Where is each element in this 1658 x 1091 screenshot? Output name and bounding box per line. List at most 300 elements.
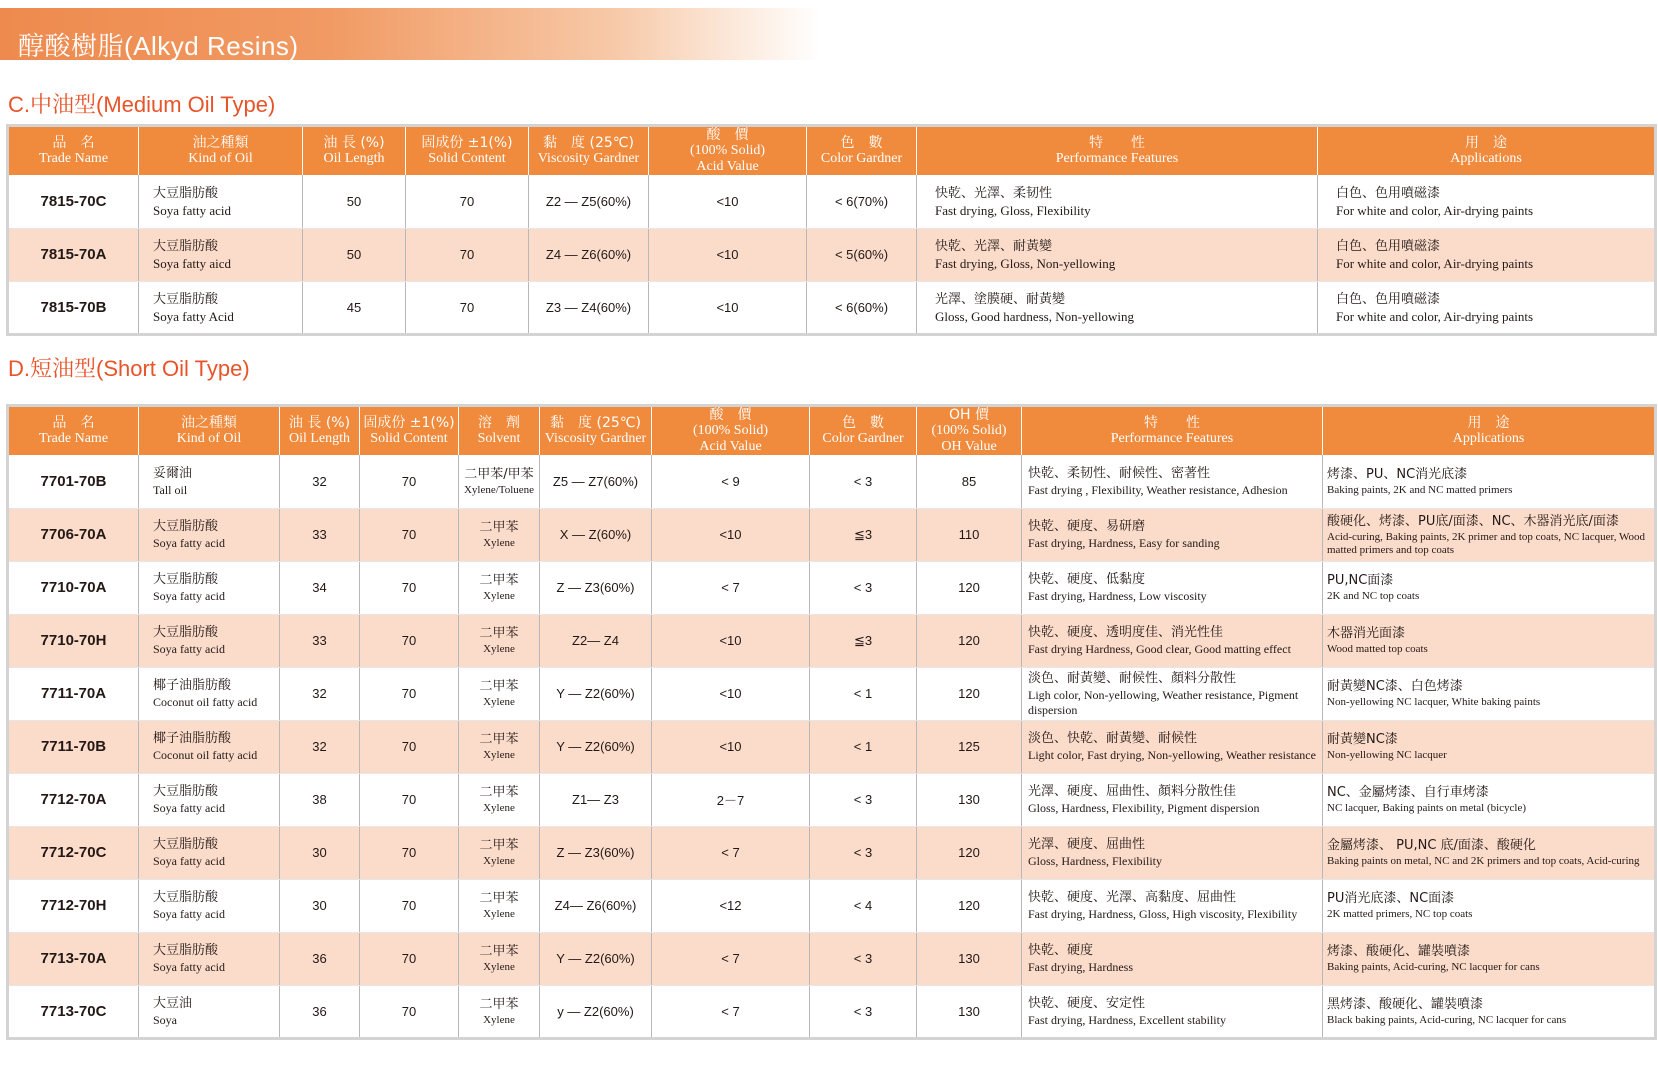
trade-name: 7710-70A bbox=[8, 561, 139, 614]
feat-zh: 光澤、硬度、屈曲性 bbox=[1028, 837, 1146, 852]
column-header-zh: OH 價 bbox=[949, 407, 989, 423]
solv-zh: 二甲苯 bbox=[479, 891, 519, 906]
oil-length: 33 bbox=[280, 614, 360, 667]
column-header-en: Color Gardner bbox=[820, 151, 903, 166]
trade-name: 7815-70C bbox=[8, 175, 139, 228]
table-row bbox=[8, 455, 1656, 508]
app-zh: 耐黃變NC漆、白色烤漆 bbox=[1327, 679, 1463, 694]
trade-name: 7712-70H bbox=[8, 879, 139, 932]
solid-content: 70 bbox=[360, 561, 459, 614]
column-header-zh: 油之種類 bbox=[181, 415, 237, 431]
title-banner bbox=[0, 8, 820, 60]
table-row bbox=[8, 826, 1656, 879]
solid-content: 70 bbox=[406, 228, 529, 281]
solid-content: 70 bbox=[406, 281, 529, 334]
acid-value: 2－7 bbox=[652, 773, 810, 826]
feat-zh: 快乾、光澤、柔韧性 bbox=[935, 185, 1053, 201]
feat-en: Gloss, Hardness, Flexibility bbox=[1028, 854, 1162, 868]
app-zh: 白色、色用噴磁漆 bbox=[1336, 291, 1441, 307]
oil-en: Soya fatty acid bbox=[153, 854, 225, 868]
trade-name: 7713-70C bbox=[8, 985, 139, 1038]
solvent bbox=[459, 667, 540, 720]
column-header-en: Solvent bbox=[477, 431, 521, 446]
oil-length: 32 bbox=[280, 720, 360, 773]
column-header-en: Solid Content bbox=[428, 151, 506, 166]
app-zh: 木器消光面漆 bbox=[1327, 626, 1406, 641]
viscosity: Z2 — Z5(60%) bbox=[529, 175, 649, 228]
feat-zh: 淡色、快乾、耐黃變、耐候性 bbox=[1028, 731, 1198, 746]
column-header-en: (100% Solid) Acid Value bbox=[689, 143, 766, 174]
viscosity: Y — Z2(60%) bbox=[540, 667, 652, 720]
column-header-en: Kind of Oil bbox=[176, 431, 242, 446]
table-row bbox=[8, 932, 1656, 985]
section-c-title: C.中油型(Medium Oil Type) bbox=[8, 92, 276, 117]
app-zh: 金屬烤漆、 PU,NC 底/面漆、酸硬化 bbox=[1327, 838, 1536, 853]
solv-en: Xylene bbox=[483, 590, 515, 602]
color-gardner: < 1 bbox=[810, 667, 917, 720]
section-d-title: D.短油型(Short Oil Type) bbox=[8, 356, 250, 381]
solv-zh: 二甲苯 bbox=[479, 520, 519, 535]
column-header-zh: 特 性 bbox=[1144, 415, 1200, 431]
oil-length: 36 bbox=[280, 932, 360, 985]
oil-en: Coconut oil fatty acid bbox=[153, 748, 258, 762]
applications bbox=[1323, 932, 1656, 985]
applications bbox=[1323, 826, 1656, 879]
oh-value: 110 bbox=[917, 508, 1022, 561]
solid-content: 70 bbox=[360, 879, 459, 932]
column-header bbox=[917, 126, 1318, 176]
column-header-zh: 黏 度 (25℃) bbox=[550, 415, 641, 431]
oil-zh: 大豆脂肪酸 bbox=[153, 519, 219, 534]
oil-zh: 大豆脂肪酸 bbox=[153, 572, 219, 587]
feat-zh: 快乾、硬度、易研磨 bbox=[1028, 519, 1146, 534]
solv-zh: 二甲苯/甲苯 bbox=[464, 466, 534, 482]
oil-length: 50 bbox=[303, 228, 406, 281]
trade-name: 7712-70A bbox=[8, 773, 139, 826]
trade-name: 7712-70C bbox=[8, 826, 139, 879]
oh-value: 120 bbox=[917, 614, 1022, 667]
kind-of-oil bbox=[139, 455, 280, 508]
oil-zh: 椰子油脂肪酸 bbox=[153, 731, 232, 746]
acid-value: < 7 bbox=[652, 932, 810, 985]
app-zh: 黑烤漆、酸硬化、罐裝噴漆 bbox=[1327, 996, 1484, 1012]
solv-en: Xylene/Toluene bbox=[463, 483, 535, 496]
column-header-zh: 固成份 ±1(%) bbox=[421, 135, 513, 151]
column-header-en: Performance Features bbox=[1055, 151, 1179, 166]
column-header bbox=[652, 406, 810, 456]
solv-zh: 二甲苯 bbox=[479, 573, 519, 588]
kind-of-oil bbox=[139, 281, 303, 334]
oh-value: 130 bbox=[917, 932, 1022, 985]
oil-en: Soya bbox=[153, 1012, 177, 1027]
performance-features bbox=[1022, 932, 1323, 985]
oil-length: 38 bbox=[280, 773, 360, 826]
feat-en: Light color, Fast drying, Non-yellowing, Weather resistance bbox=[1028, 748, 1316, 762]
solvent bbox=[459, 879, 540, 932]
feat-en: Fast drying , Flexibility, Weather resistance, Adhesion bbox=[1028, 482, 1288, 497]
kind-of-oil bbox=[139, 561, 280, 614]
solv-en: Xylene bbox=[483, 855, 515, 867]
solv-en: Xylene bbox=[483, 749, 515, 761]
viscosity: X — Z(60%) bbox=[540, 508, 652, 561]
solid-content: 70 bbox=[360, 667, 459, 720]
column-header-en: Viscosity Gardner bbox=[544, 431, 647, 446]
performance-features bbox=[1022, 879, 1323, 932]
applications bbox=[1318, 228, 1656, 281]
solid-content: 70 bbox=[360, 932, 459, 985]
oh-value: 120 bbox=[917, 879, 1022, 932]
app-en: NC lacquer, Baking paints on metal (bicycle) bbox=[1327, 802, 1527, 814]
column-header bbox=[1318, 126, 1656, 176]
color-gardner: < 6(60%) bbox=[807, 281, 917, 334]
oil-en: Soya fatty acid bbox=[153, 536, 225, 550]
color-gardner: < 3 bbox=[810, 561, 917, 614]
column-header-zh: 油 長 (%) bbox=[323, 135, 385, 151]
app-en: Non-yellowing NC lacquer, White baking paints bbox=[1327, 696, 1541, 708]
viscosity: Z — Z3(60%) bbox=[540, 561, 652, 614]
trade-name: 7815-70B bbox=[8, 281, 139, 334]
oh-value: 120 bbox=[917, 667, 1022, 720]
column-header bbox=[406, 126, 529, 176]
solid-content: 70 bbox=[360, 508, 459, 561]
column-header-zh: 特 性 bbox=[1089, 135, 1145, 151]
feat-zh: 光澤、硬度、屈曲性、顏料分散性佳 bbox=[1028, 784, 1237, 799]
acid-value: <10 bbox=[649, 281, 807, 334]
table-row bbox=[8, 879, 1656, 932]
table-header-row bbox=[8, 406, 1656, 456]
kind-of-oil bbox=[139, 667, 280, 720]
feat-en: Gloss, Good hardness, Non-yellowing bbox=[935, 308, 1134, 324]
column-header-zh: 溶 劑 bbox=[478, 415, 520, 431]
solv-zh: 二甲苯 bbox=[479, 996, 519, 1012]
kind-of-oil bbox=[139, 508, 280, 561]
app-zh: 烤漆、酸硬化、罐裝噴漆 bbox=[1327, 944, 1471, 959]
solv-en: Xylene bbox=[483, 537, 515, 549]
column-header-en: Performance Features bbox=[1110, 431, 1234, 446]
column-header bbox=[917, 406, 1022, 456]
applications bbox=[1323, 720, 1656, 773]
acid-value: < 7 bbox=[652, 561, 810, 614]
table-row bbox=[8, 281, 1656, 334]
oil-length: 32 bbox=[280, 455, 360, 508]
app-en: 2K matted primers, NC top coats bbox=[1327, 908, 1473, 920]
performance-features bbox=[917, 281, 1318, 334]
feat-en: Fast drying, Hardness, Easy for sanding bbox=[1028, 536, 1220, 550]
column-header-zh: 品 名 bbox=[52, 415, 95, 431]
table-row bbox=[8, 228, 1656, 281]
app-zh: 耐黃變NC漆 bbox=[1327, 732, 1398, 747]
oh-value: 120 bbox=[917, 561, 1022, 614]
applications bbox=[1323, 561, 1656, 614]
viscosity: Z2— Z4 bbox=[540, 614, 652, 667]
oil-en: Soya fatty acid bbox=[153, 960, 225, 974]
feat-en: Fast drying, Hardness bbox=[1028, 960, 1133, 974]
solvent bbox=[459, 773, 540, 826]
oil-zh: 椰子油脂肪酸 bbox=[153, 678, 232, 693]
oil-zh: 大豆脂肪酸 bbox=[153, 784, 219, 799]
column-header-zh: 油 長 (%) bbox=[288, 415, 351, 431]
solv-en: Xylene bbox=[483, 802, 515, 814]
oh-value: 85 bbox=[917, 455, 1022, 508]
viscosity: Y — Z2(60%) bbox=[540, 932, 652, 985]
kind-of-oil bbox=[139, 175, 303, 228]
oil-length: 30 bbox=[280, 879, 360, 932]
performance-features bbox=[1022, 614, 1323, 667]
performance-features bbox=[1022, 508, 1323, 561]
app-en: 2K and NC top coats bbox=[1327, 590, 1420, 602]
color-gardner: < 3 bbox=[810, 455, 917, 508]
table-row bbox=[8, 773, 1656, 826]
oil-length: 34 bbox=[280, 561, 360, 614]
color-gardner: < 1 bbox=[810, 720, 917, 773]
viscosity: Z — Z3(60%) bbox=[540, 826, 652, 879]
performance-features bbox=[1022, 826, 1323, 879]
viscosity: Y — Z2(60%) bbox=[540, 720, 652, 773]
viscosity: Z4— Z6(60%) bbox=[540, 879, 652, 932]
kind-of-oil bbox=[139, 879, 280, 932]
column-header-zh: 固成份 ±1(%) bbox=[363, 415, 455, 431]
feat-zh: 快乾、光澤、耐黃變 bbox=[935, 239, 1053, 254]
solvent bbox=[459, 455, 540, 508]
kind-of-oil bbox=[139, 614, 280, 667]
oil-zh: 大豆油 bbox=[153, 995, 193, 1011]
oh-value: 130 bbox=[917, 773, 1022, 826]
color-gardner: < 3 bbox=[810, 985, 917, 1038]
trade-name: 7706-70A bbox=[8, 508, 139, 561]
column-header bbox=[8, 126, 139, 176]
feat-en: Ligh color, Non-yellowing, Weather resistance, Pigment dispersion bbox=[1028, 687, 1299, 717]
column-header-zh: 酸 價 bbox=[709, 407, 752, 423]
column-header-zh: 色 數 bbox=[842, 415, 884, 431]
performance-features bbox=[917, 228, 1318, 281]
column-header-en: (100% Solid) Acid Value bbox=[692, 423, 769, 454]
column-header-zh: 品 名 bbox=[52, 135, 95, 151]
column-header bbox=[139, 126, 303, 176]
color-gardner: ≦3 bbox=[810, 508, 917, 561]
feat-zh: 快乾、硬度、透明度佳、消光性佳 bbox=[1028, 625, 1224, 640]
oh-value: 130 bbox=[917, 985, 1022, 1038]
solv-en: Xylene bbox=[483, 1013, 515, 1026]
oil-en: Soya fatty acid bbox=[153, 589, 225, 603]
feat-zh: 快乾、硬度 bbox=[1028, 943, 1094, 958]
solid-content: 70 bbox=[360, 720, 459, 773]
applications bbox=[1323, 455, 1656, 508]
column-header bbox=[360, 406, 459, 456]
solvent bbox=[459, 720, 540, 773]
column-header bbox=[807, 126, 917, 176]
performance-features bbox=[1022, 773, 1323, 826]
kind-of-oil bbox=[139, 985, 280, 1038]
solv-zh: 二甲苯 bbox=[479, 838, 519, 853]
column-header-en: Color Gardner bbox=[822, 431, 904, 446]
app-en: Baking paints on metal, NC and 2K primers and top coats, Acid-curing bbox=[1327, 855, 1640, 867]
applications bbox=[1323, 985, 1656, 1038]
oh-value: 120 bbox=[917, 826, 1022, 879]
feat-zh: 光澤、塗膜硬、耐黃變 bbox=[935, 291, 1066, 307]
kind-of-oil bbox=[139, 228, 303, 281]
solv-en: Xylene bbox=[483, 961, 515, 973]
oil-en: Soya fatty acid bbox=[153, 642, 225, 656]
applications bbox=[1323, 879, 1656, 932]
kind-of-oil bbox=[139, 720, 280, 773]
feat-en: Fast drying, Hardness, Excellent stability bbox=[1028, 1012, 1226, 1027]
trade-name: 7711-70A bbox=[8, 667, 139, 720]
viscosity: Z5 — Z7(60%) bbox=[540, 455, 652, 508]
feat-zh: 快乾、硬度、低黏度 bbox=[1028, 572, 1146, 587]
solvent bbox=[459, 561, 540, 614]
acid-value: <10 bbox=[652, 508, 810, 561]
app-en: For white and color, Air-drying paints bbox=[1336, 202, 1534, 218]
color-gardner: < 3 bbox=[810, 826, 917, 879]
feat-en: Fast drying, Gloss, Flexibility bbox=[935, 202, 1091, 218]
column-header bbox=[649, 126, 807, 176]
solid-content: 70 bbox=[360, 826, 459, 879]
column-header-zh: 油之種類 bbox=[192, 135, 249, 151]
color-gardner: < 3 bbox=[810, 773, 917, 826]
acid-value: <10 bbox=[649, 175, 807, 228]
column-header-en: Solid Content bbox=[370, 431, 448, 446]
app-en: Baking paints, Acid-curing, NC lacquer for cans bbox=[1327, 961, 1540, 973]
feat-en: Gloss, Hardness, Flexibility, Pigment dispersion bbox=[1028, 801, 1260, 815]
app-en: Baking paints, 2K and NC matted primers bbox=[1327, 483, 1513, 496]
viscosity: Z1— Z3 bbox=[540, 773, 652, 826]
solv-zh: 二甲苯 bbox=[479, 626, 519, 641]
feat-zh: 快乾、硬度、安定性 bbox=[1028, 995, 1146, 1011]
acid-value: <10 bbox=[649, 228, 807, 281]
solid-content: 70 bbox=[360, 985, 459, 1038]
medium-oil-table bbox=[6, 124, 1657, 336]
oil-zh: 大豆脂肪酸 bbox=[153, 185, 219, 201]
column-header-zh: 用 途 bbox=[1467, 415, 1510, 431]
oil-en: Soya fatty acid bbox=[153, 202, 231, 218]
column-header-en: Viscosity Gardner bbox=[537, 151, 640, 166]
table-row bbox=[8, 667, 1656, 720]
app-zh: PU,NC面漆 bbox=[1327, 573, 1394, 588]
feat-en: Fast drying, Hardness, Gloss, High viscosity, Flexibility bbox=[1028, 907, 1298, 921]
performance-features bbox=[917, 175, 1318, 228]
kind-of-oil bbox=[139, 826, 280, 879]
table-row bbox=[8, 175, 1656, 228]
app-zh: PU消光底漆、NC面漆 bbox=[1327, 891, 1455, 906]
oil-en: Soya fatty acid bbox=[153, 801, 225, 815]
app-en: Black baking paints, Acid-curing, NC lacquer for cans bbox=[1327, 1013, 1567, 1026]
oil-zh: 大豆脂肪酸 bbox=[153, 291, 219, 307]
oil-en: Soya fatty aicd bbox=[153, 256, 231, 271]
oil-zh: 大豆脂肪酸 bbox=[153, 239, 219, 254]
column-header-zh: 用 途 bbox=[1465, 135, 1507, 151]
column-header bbox=[810, 406, 917, 456]
performance-features bbox=[1022, 455, 1323, 508]
solvent bbox=[459, 508, 540, 561]
table-row bbox=[8, 561, 1656, 614]
app-en: Acid-curing, Baking paints, 2K primer and top coats, NC lacquer, Wood matted primers and top coats bbox=[1327, 530, 1646, 556]
column-header bbox=[139, 406, 280, 456]
column-header bbox=[529, 126, 649, 176]
column-header-en: Applications bbox=[1450, 151, 1522, 166]
column-header-en: Oil Length bbox=[288, 431, 351, 446]
applications bbox=[1323, 773, 1656, 826]
trade-name: 7710-70H bbox=[8, 614, 139, 667]
app-zh: 烤漆、PU、NC消光底漆 bbox=[1327, 466, 1468, 482]
feat-zh: 快乾、硬度、光澤、高黏度、屈曲性 bbox=[1028, 890, 1237, 905]
column-header bbox=[540, 406, 652, 456]
solvent bbox=[459, 826, 540, 879]
oil-zh: 大豆脂肪酸 bbox=[153, 625, 219, 640]
column-header bbox=[280, 406, 360, 456]
oil-zh: 妥爾油 bbox=[153, 465, 193, 481]
table-header-row bbox=[8, 126, 1656, 176]
feat-zh: 淡色、耐黃變、耐候性、顏料分散性 bbox=[1028, 670, 1237, 686]
table-row bbox=[8, 508, 1656, 561]
app-zh: 白色、色用噴磁漆 bbox=[1336, 185, 1441, 201]
kind-of-oil bbox=[139, 773, 280, 826]
app-en: Wood matted top coats bbox=[1327, 643, 1428, 655]
column-header bbox=[1022, 406, 1323, 456]
color-gardner: < 6(70%) bbox=[807, 175, 917, 228]
table-row bbox=[8, 720, 1656, 773]
color-gardner: < 3 bbox=[810, 932, 917, 985]
trade-name: 7815-70A bbox=[8, 228, 139, 281]
acid-value: < 7 bbox=[652, 985, 810, 1038]
kind-of-oil bbox=[139, 932, 280, 985]
solvent bbox=[459, 614, 540, 667]
table-row bbox=[8, 985, 1656, 1038]
column-header bbox=[459, 406, 540, 456]
app-zh: 白色、色用噴磁漆 bbox=[1336, 239, 1441, 254]
solv-zh: 二甲苯 bbox=[479, 785, 519, 800]
solv-en: Xylene bbox=[483, 643, 515, 655]
column-header-zh: 酸 價 bbox=[706, 127, 749, 143]
oil-length: 32 bbox=[280, 667, 360, 720]
short-oil-table bbox=[6, 404, 1657, 1040]
column-header-en: Kind of Oil bbox=[188, 151, 253, 166]
oil-length: 50 bbox=[303, 175, 406, 228]
column-header bbox=[1323, 406, 1656, 456]
acid-value: < 9 bbox=[652, 455, 810, 508]
trade-name: 7711-70B bbox=[8, 720, 139, 773]
solv-zh: 二甲苯 bbox=[479, 679, 519, 694]
oil-length: 36 bbox=[280, 985, 360, 1038]
solid-content: 70 bbox=[360, 773, 459, 826]
column-header bbox=[303, 126, 406, 176]
app-zh: NC、金屬烤漆、自行車烤漆 bbox=[1327, 785, 1489, 800]
solid-content: 70 bbox=[360, 455, 459, 508]
solid-content: 70 bbox=[406, 175, 529, 228]
column-header-en: Trade Name bbox=[38, 431, 109, 446]
oil-length: 33 bbox=[280, 508, 360, 561]
acid-value: <10 bbox=[652, 720, 810, 773]
performance-features bbox=[1022, 561, 1323, 614]
color-gardner: < 4 bbox=[810, 879, 917, 932]
oil-length: 45 bbox=[303, 281, 406, 334]
viscosity: Z4 — Z6(60%) bbox=[529, 228, 649, 281]
viscosity: y — Z2(60%) bbox=[540, 985, 652, 1038]
feat-en: Fast drying, Hardness, Low viscosity bbox=[1028, 589, 1207, 603]
acid-value: <10 bbox=[652, 614, 810, 667]
column-header bbox=[8, 406, 139, 456]
app-en: For white and color, Air-drying paints bbox=[1336, 308, 1534, 324]
oil-zh: 大豆脂肪酸 bbox=[153, 890, 219, 905]
page-title: 醇酸樹脂(Alkyd Resins) bbox=[18, 31, 299, 61]
applications bbox=[1318, 175, 1656, 228]
column-header-zh: 黏 度 (25℃) bbox=[543, 135, 634, 151]
solvent bbox=[459, 985, 540, 1038]
color-gardner: ≦3 bbox=[810, 614, 917, 667]
oh-value: 125 bbox=[917, 720, 1022, 773]
feat-en: Fast drying, Gloss, Non-yellowing bbox=[935, 256, 1116, 271]
column-header-zh: 色 數 bbox=[840, 135, 883, 151]
acid-value: < 7 bbox=[652, 826, 810, 879]
